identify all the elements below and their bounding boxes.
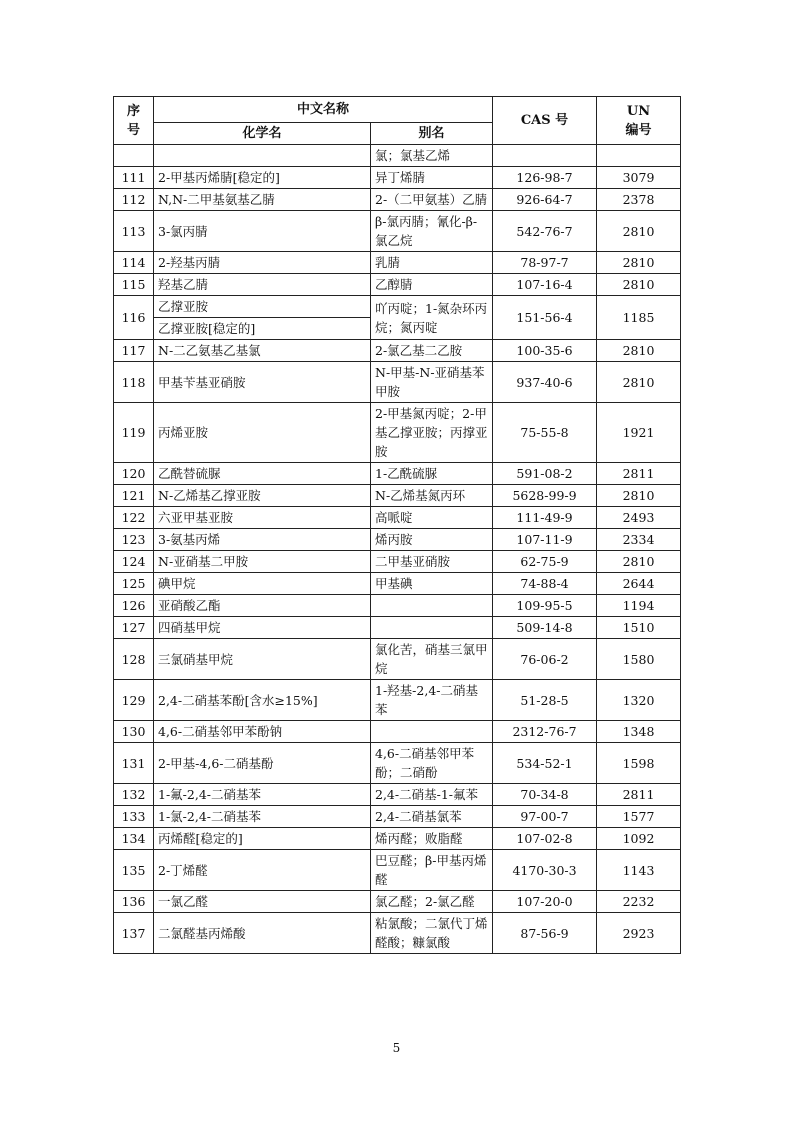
cell-no: 132 [114,784,154,806]
cell-no: 114 [114,252,154,274]
cell-alias: 巴豆醛；β-甲基丙烯醛 [371,850,493,891]
cell-name: N-二乙氨基乙基氯 [154,340,371,362]
cell-no: 127 [114,617,154,639]
cell-un: 1320 [597,680,681,721]
table-row [114,850,681,891]
cell-alias: 氯化苦，硝基三氯甲烷 [371,639,493,680]
cell-no: 136 [114,891,154,913]
cell-no: 137 [114,913,154,954]
cell-cas: 4170-30-3 [493,850,597,891]
cell-un: 2810 [597,211,681,252]
table-row [114,252,681,274]
table-body [114,145,681,954]
table-row [114,463,681,485]
cell-name-line: 乙撑亚胺[稳定的] [154,317,370,339]
cell-alias: β-氯丙腈；氰化-β-氯乙烷 [371,211,493,252]
cell-name: 2-羟基丙腈 [154,252,371,274]
cell-cas: 74-88-4 [493,573,597,595]
table-row [114,743,681,784]
table-row [114,167,681,189]
cell-name: 3-氨基丙烯 [154,529,371,551]
cell-no: 134 [114,828,154,850]
table-row [114,806,681,828]
cell-cas: 107-16-4 [493,274,597,296]
cell-no: 131 [114,743,154,784]
table-row [114,617,681,639]
cell-name: 丙烯醛[稳定的] [154,828,371,850]
cell-cas: 107-02-8 [493,828,597,850]
cell-name: 碘甲烷 [154,573,371,595]
cell-alias: 乳腈 [371,252,493,274]
cell-cas: 926-64-7 [493,189,597,211]
table-row [114,680,681,721]
cell-cas: 542-76-7 [493,211,597,252]
cell-cas: 591-08-2 [493,463,597,485]
cell-cas: 70-34-8 [493,784,597,806]
cell-name: 甲基苄基亚硝胺 [154,362,371,403]
cell-name [154,145,371,167]
cell-name: 1-氟-2,4-二硝基苯 [154,784,371,806]
table-row-continuation [114,145,681,167]
table-row [114,296,681,340]
cell-cas: 151-56-4 [493,296,597,340]
cell-name: 四硝基甲烷 [154,617,371,639]
cell-un: 2493 [597,507,681,529]
cell-name: 羟基乙腈 [154,274,371,296]
table-row [114,595,681,617]
cell-no: 123 [114,529,154,551]
cell-no: 126 [114,595,154,617]
cell-name: 2-甲基-4,6-二硝基酚 [154,743,371,784]
cell-alias: 二甲基亚硝胺 [371,551,493,573]
cell-cas: 5628-99-9 [493,485,597,507]
cell-un: 2811 [597,784,681,806]
cell-name: N-乙烯基乙撑亚胺 [154,485,371,507]
cell-cas: 126-98-7 [493,167,597,189]
cell-un: 2644 [597,573,681,595]
cell-alias [371,721,493,743]
cell-cas [493,145,597,167]
header-seq: 序 号 [114,97,154,145]
cell-alias: 高哌啶 [371,507,493,529]
table-row [114,211,681,252]
cell-alias: 异丁烯腈 [371,167,493,189]
cell-un: 2810 [597,340,681,362]
cell-alias: 1-乙酰硫脲 [371,463,493,485]
cell-un: 1580 [597,639,681,680]
cell-cas: 87-56-9 [493,913,597,954]
cell-un: 1510 [597,617,681,639]
table-row [114,507,681,529]
cell-un: 1577 [597,806,681,828]
cell-un [597,145,681,167]
cell-name: 亚硝酸乙酯 [154,595,371,617]
cell-no: 129 [114,680,154,721]
cell-no: 111 [114,167,154,189]
header-cas: CAS 号 [493,97,597,145]
cell-un: 2811 [597,463,681,485]
cell-alias: 烯丙胺 [371,529,493,551]
cell-no: 128 [114,639,154,680]
cell-cas: 100-35-6 [493,340,597,362]
cell-cas: 76-06-2 [493,639,597,680]
cell-un: 2923 [597,913,681,954]
cell-cas: 51-28-5 [493,680,597,721]
cell-un: 2334 [597,529,681,551]
header-chinese-name: 中文名称 [154,97,493,123]
cell-no: 116 [114,296,154,340]
cell-alias: 吖丙啶；1-氮杂环丙烷；氮丙啶 [371,296,493,340]
cell-cas: 107-11-9 [493,529,597,551]
chemicals-table [113,96,681,954]
cell-cas: 937-40-6 [493,362,597,403]
cell-cas: 2312-76-7 [493,721,597,743]
cell-alias: 4,6-二硝基邻甲苯酚；二硝酚 [371,743,493,784]
cell-alias: N-乙烯基氮丙环 [371,485,493,507]
cell-alias: 甲基碘 [371,573,493,595]
cell-un: 1185 [597,296,681,340]
table-row [114,529,681,551]
table-row [114,274,681,296]
cell-no: 122 [114,507,154,529]
cell-cas: 534-52-1 [493,743,597,784]
cell-un: 2810 [597,551,681,573]
cell-alias: 1-羟基-2,4-二硝基苯 [371,680,493,721]
table-row [114,403,681,463]
cell-name: N,N-二甲基氨基乙腈 [154,189,371,211]
cell-cas: 75-55-8 [493,403,597,463]
cell-un: 3079 [597,167,681,189]
cell-no: 133 [114,806,154,828]
cell-name: 六亚甲基亚胺 [154,507,371,529]
cell-un: 1194 [597,595,681,617]
table-row [114,891,681,913]
cell-name: 乙酰替硫脲 [154,463,371,485]
table-row [114,551,681,573]
cell-name: 2-甲基丙烯腈[稳定的] [154,167,371,189]
cell-no: 117 [114,340,154,362]
page-number: 5 [392,1041,401,1055]
cell-no: 112 [114,189,154,211]
table-row [114,913,681,954]
cell-un: 2810 [597,252,681,274]
table-row [114,362,681,403]
header-un: UN 编号 [597,97,681,145]
cell-cas: 109-95-5 [493,595,597,617]
table-row [114,828,681,850]
cell-no: 135 [114,850,154,891]
cell-no: 124 [114,551,154,573]
cell-no [114,145,154,167]
cell-cas: 97-00-7 [493,806,597,828]
cell-no: 113 [114,211,154,252]
cell-alias: 2-甲基氮丙啶；2-甲基乙撑亚胺；丙撑亚胺 [371,403,493,463]
cell-name: 1-氯-2,4-二硝基苯 [154,806,371,828]
cell-name: 2-丁烯醛 [154,850,371,891]
cell-un: 1921 [597,403,681,463]
cell-un: 2810 [597,362,681,403]
table-row [114,189,681,211]
cell-name: 2,4-二硝基苯酚[含水≥15%] [154,680,371,721]
cell-name: 三氯硝基甲烷 [154,639,371,680]
cell-no: 119 [114,403,154,463]
cell-alias: 2,4-二硝基-1-氟苯 [371,784,493,806]
cell-un: 1598 [597,743,681,784]
cell-no: 120 [114,463,154,485]
header-alias: 别名 [371,123,493,145]
cell-alias: 氯乙醛；2-氯乙醛 [371,891,493,913]
cell-alias: 烯丙醛；败脂醛 [371,828,493,850]
cell-no: 118 [114,362,154,403]
cell-name: N-亚硝基二甲胺 [154,551,371,573]
cell-name [154,296,371,340]
cell-no: 121 [114,485,154,507]
cell-alias: N-甲基-N-亚硝基苯甲胺 [371,362,493,403]
cell-name: 丙烯亚胺 [154,403,371,463]
cell-name: 4,6-二硝基邻甲苯酚钠 [154,721,371,743]
cell-un: 2810 [597,274,681,296]
cell-name-line: 乙撑亚胺 [158,299,209,314]
cell-name: 二氯醛基丙烯酸 [154,913,371,954]
cell-cas: 78-97-7 [493,252,597,274]
cell-alias: 乙醇腈 [371,274,493,296]
table-row [114,784,681,806]
cell-name: 3-氯丙腈 [154,211,371,252]
cell-no: 125 [114,573,154,595]
cell-un: 1092 [597,828,681,850]
cell-alias: 2,4-二硝基氯苯 [371,806,493,828]
cell-name: 一氯乙醛 [154,891,371,913]
cell-un: 2378 [597,189,681,211]
cell-cas: 62-75-9 [493,551,597,573]
cell-un: 1348 [597,721,681,743]
cell-alias: 氯；氯基乙烯 [371,145,493,167]
cell-cas: 107-20-0 [493,891,597,913]
cell-un: 1143 [597,850,681,891]
header-chemical-name: 化学名 [154,123,371,145]
cell-un: 2810 [597,485,681,507]
cell-alias: 2-氯乙基二乙胺 [371,340,493,362]
table-row [114,573,681,595]
table-row [114,721,681,743]
cell-un: 2232 [597,891,681,913]
cell-alias: 2-（二甲氨基）乙腈 [371,189,493,211]
cell-no: 130 [114,721,154,743]
table-row [114,639,681,680]
cell-alias [371,595,493,617]
table-row [114,340,681,362]
cell-cas: 111-49-9 [493,507,597,529]
cell-cas: 509-14-8 [493,617,597,639]
table-row [114,485,681,507]
cell-alias: 粘氯酸；二氯代丁烯醛酸；糠氯酸 [371,913,493,954]
cell-no: 115 [114,274,154,296]
cell-alias [371,617,493,639]
